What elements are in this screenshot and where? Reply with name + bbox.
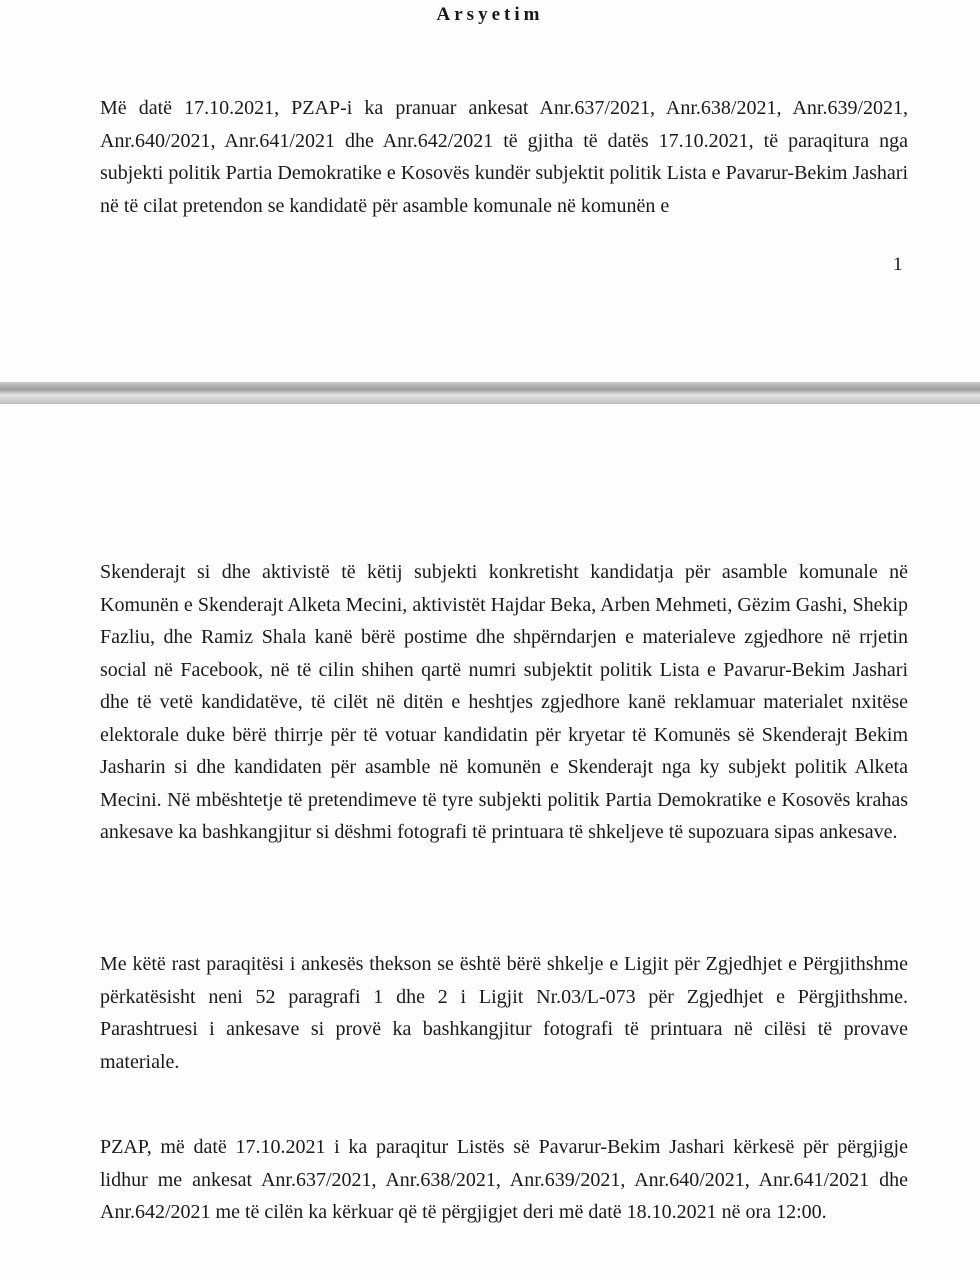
document-page-top: [0, 0, 980, 382]
page-break-divider: [0, 382, 980, 404]
paragraph-intro: Më datë 17.10.2021, PZAP-i ka pranuar ankesat Anr.637/2021, Anr.638/2021, Anr.639/2021, Anr.640/2021, Anr.641/2021 dhe Anr.642/2021 të gjitha të datës 17.10.2021, të paraqitura nga subjekti politik Partia Demokratike e Kosovës kundër subjektit politik Lista e Pavarur-Bekim Jashari në të cilat pretendon se kandidatë për asamble komunale në komunën e: [100, 97, 908, 217]
document-heading: Arsyetim: [436, 4, 544, 25]
page-number: 1: [893, 254, 903, 275]
paragraph-violation: Me këtë rast paraqitësi i ankesës thekson se është bërë shkelje e Ligjit për Zgjedhjet e Përgjithshme përkatësisht neni 52 paragrafi 1 dhe 2 i Ligjit Nr.03/L-073 për Zgjedhjet e Përgjithshme. Parashtruesi i ankesave si provë ka bashkangjitur fotografi të printuara në cilësi të provave materiale.: [100, 953, 908, 1073]
document-page-bottom: [0, 404, 980, 1280]
paragraph-allegations: Skenderajt si dhe aktivistë të këtij subjekti konkretisht kandidatja për asamble komunale në Komunën e Skenderajt Alketa Mecini, aktivistët Hajdar Beka, Arben Mehmeti, Gëzim Gashi, Shekip Fazliu, dhe Ramiz Shala kanë bërë postime dhe shpërndarjen e materialeve zgjedhore në rrjetin social në Facebook, në të cilin shihen qartë numri subjektit politik Lista e Pavarur-Bekim Jashari dhe të vetë kandidatëve, të cilët në ditën e heshtjes zgjedhore kanë reklamuar materialet nxitëse elektorale duke bërë thirrje për të votuar kandidatin për kryetar të Komunës së Skenderajt Bekim Jasharin si dhe kandidaten për asamble në komunën e Skenderajt nga ky subjekt politik Alketa Mecini. Në mbështetje të pretendimeve të tyre subjekti politik Partia Demokratike e Kosovës krahas ankesave ka bashkangjitur si dëshmi fotografi të printuara të shkeljeve të supozuara sipas ankesave.: [100, 561, 908, 843]
paragraph-response-request: PZAP, më datë 17.10.2021 i ka paraqitur Listës së Pavarur-Bekim Jashari kërkesë për përgjigje lidhur me ankesat Anr.637/2021, Anr.638/2021, Anr.639/2021, Anr.640/2021, Anr.641/2021 dhe Anr.642/2021 me të cilën ka kërkuar që të përgjigjet deri më datë 18.10.2021 në ora 12:00.: [100, 1136, 908, 1223]
